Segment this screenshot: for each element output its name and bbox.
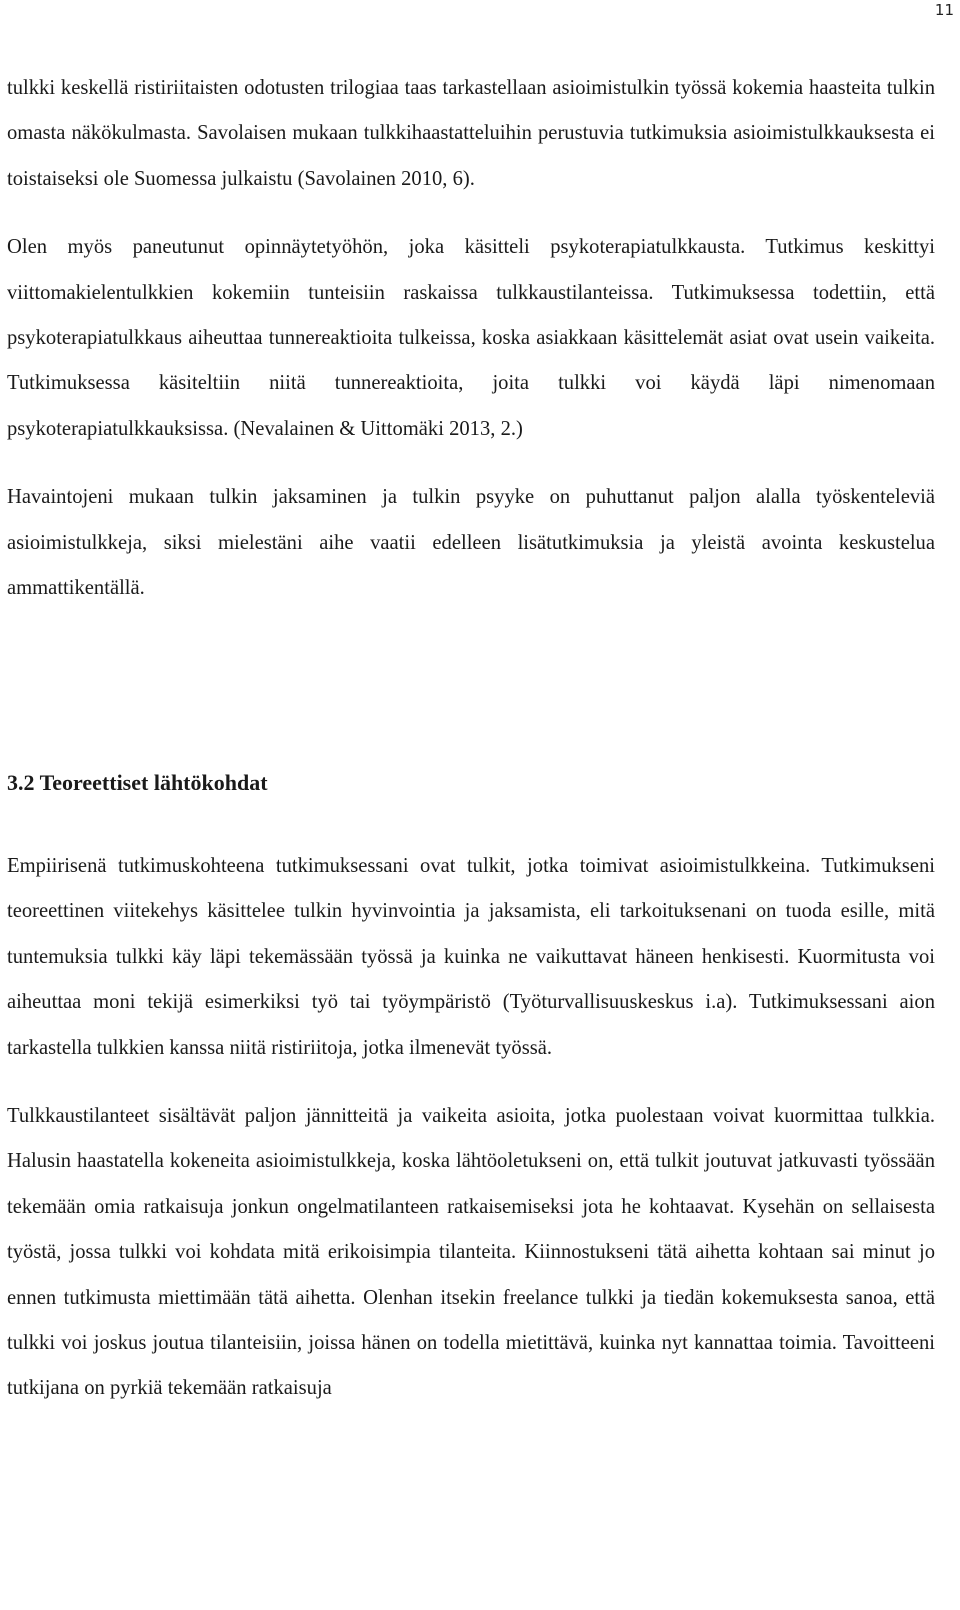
section-heading: 3.2 Teoreettiset lähtökohdat (7, 770, 268, 796)
paragraph: Havaintojeni mukaan tulkin jaksaminen ja tulkin psyyke on puhuttanut paljon alalla työskenteleviä asioimistulkkeja, siksi mielestäni aihe vaatii edelleen lisätutkimuksia ja yleistä avointa keskustelua ammattikentällä. (7, 486, 935, 600)
paragraph: tulkki keskellä ristiriitaisten odotusten trilogiaa taas tarkastellaan asioimistulkin työssä kokemia haasteita tulkin omasta näkökulmasta. Savolaisen mukaan tulkkihaastatteluihin perustuvia tutkimuksia asioimistulkkauksesta ei toistaiseksi ole Suomessa julkaistu (Savolainen 2010, 6). (7, 77, 935, 190)
paragraph: Empiirisenä tutkimuskohteena tutkimuksessani ovat tulkit, jotka toimivat asioimistulkkeina. Tutkimukseni teoreettinen viitekehys käsittelee tulkin hyvinvointia ja jaksamista, eli tarkoituksenani on tuoda esille, mitä tuntemuksia tulkki käy läpi tekemässään työssä ja kuinka ne vaikuttavat häneen henkisesti. Kuormitusta voi aiheuttaa moni tekijä esimerkiksi työ tai työympäristö (Työturvallisuuskeskus i.a). Tutkimuksessani aion tarkastella tulkkien kanssa niitä ristiriitoja, jotka ilmenevät työssä. (7, 854, 935, 1059)
paragraph: Tulkkaustilanteet sisältävät paljon jännitteitä ja vaikeita asioita, jotka puolestaan voivat kuormittaa tulkkia. Halusin haastatella kokeneita asioimistulkkeja, koska lähtöoletukseni on, että tulkit joutuvat jatkuvasti työssään tekemään omia ratkaisuja jonkun ongelmatilanteen ratkaisemiseksi jota he kohtaavat. Kysehän on sellaisesta työstä, jossa tulkki voi kohdata mitä erikoisimpia tilanteita. Kiinnostukseni tätä aihetta kohtaan sai minut jo ennen tutkimusta miettimään tätä aihetta. Olenhan itsekin freelance tulkki ja tiedän kokemuksesta sanoa, että tulkki voi joskus joutua tilanteisiin, joissa hänen on todella mietittävä, kuinka nyt kannattaa toimia. Tavoitteeni tutkijana on pyrkiä tekemään ratkaisuja (7, 1104, 935, 1400)
spacer (7, 634, 935, 760)
document-body (7, 66, 935, 1435)
page-number: 11 (934, 1, 954, 19)
spacer (7, 806, 935, 844)
paragraph: Olen myös paneutunut opinnäytetyöhön, joka käsitteli psykoterapiatulkkausta. Tutkimus keskittyi viittomakielentulkkien kokemiin tunteisiin raskaissa tulkkaustilanteissa. Tutkimuksessa todettiin, että psykoterapiatulkkaus aiheuttaa tunnereaktioita tulkeissa, koska asiakkaan käsittelemät asiat ovat usein vaikeita. Tutkimuksessa käsiteltiin niitä tunnereaktioita, joita tulkki voi käydä läpi nimenomaan psykoterapiatulkkauksissa. (Nevalainen & Uittomäki 2013, 2.) (7, 236, 935, 440)
